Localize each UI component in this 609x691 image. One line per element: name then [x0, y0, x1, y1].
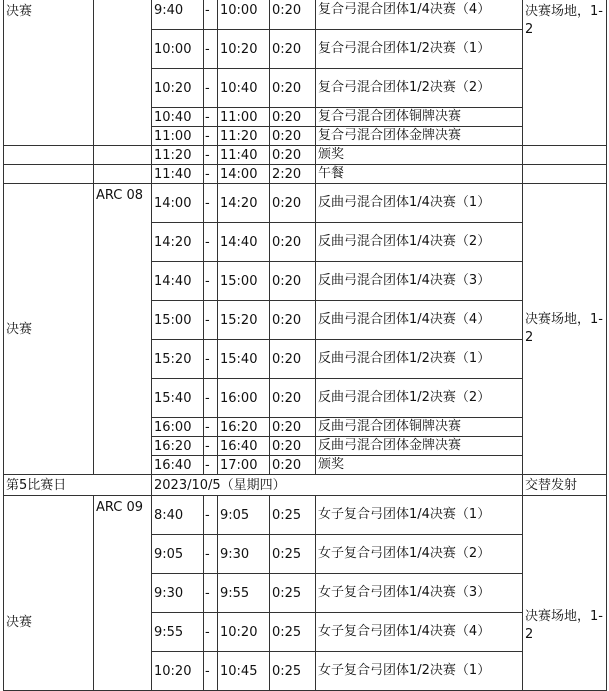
end-time: 15:40 [218, 340, 270, 379]
duration: 0:20 [270, 340, 316, 379]
end-time: 10:20 [218, 30, 270, 69]
event-name: 复合弓混合团体1/2决赛（2） [316, 69, 523, 108]
code-cell [94, 165, 152, 184]
event-name: 女子复合弓团体1/4决赛（3） [316, 574, 523, 613]
duration: 0:20 [270, 262, 316, 301]
event-name: 反曲弓混合团体1/2决赛（1） [316, 340, 523, 379]
event-name: 午餐 [316, 165, 523, 184]
dash: - [204, 0, 218, 30]
duration: 0:20 [270, 418, 316, 437]
end-time: 15:20 [218, 301, 270, 340]
code-cell: ARC 09 [94, 496, 152, 691]
dash: - [204, 535, 218, 574]
event-name: 反曲弓混合团体1/4决赛（4） [316, 301, 523, 340]
venue-cell: 决赛场地，1-2 [523, 496, 607, 691]
start-time: 16:40 [152, 456, 204, 475]
event-name: 复合弓混合团体1/2决赛（1） [316, 30, 523, 69]
dash: - [204, 30, 218, 69]
venue-cell [523, 146, 607, 165]
dash: - [204, 165, 218, 184]
event-name: 女子复合弓团体1/2决赛（1） [316, 652, 523, 691]
venue-cell: 决赛场地，1-2 [523, 184, 607, 475]
event-name: 反曲弓混合团体1/4决赛（1） [316, 184, 523, 223]
duration: 0:20 [270, 456, 316, 475]
event-name: 复合弓混合团体金牌决赛 [316, 127, 523, 146]
start-time: 15:00 [152, 301, 204, 340]
dash: - [204, 108, 218, 127]
start-time: 15:20 [152, 340, 204, 379]
dash: - [204, 301, 218, 340]
duration: 2:20 [270, 165, 316, 184]
dash: - [204, 127, 218, 146]
dash: - [204, 574, 218, 613]
start-time: 16:20 [152, 437, 204, 456]
stage-cell: 决赛 [4, 496, 94, 691]
end-time: 14:20 [218, 184, 270, 223]
event-name: 女子复合弓团体1/4决赛（1） [316, 496, 523, 535]
duration: 0:20 [270, 437, 316, 456]
start-time: 14:20 [152, 223, 204, 262]
stage-cell [4, 146, 94, 165]
end-time: 10:40 [218, 69, 270, 108]
stage-cell [4, 165, 94, 184]
event-name: 反曲弓混合团体铜牌决赛 [316, 418, 523, 437]
duration: 0:25 [270, 535, 316, 574]
table-row [4, 496, 607, 535]
duration: 0:25 [270, 574, 316, 613]
start-time: 10:20 [152, 69, 204, 108]
start-time: 14:40 [152, 262, 204, 301]
table-row [4, 184, 607, 223]
table-row [4, 165, 607, 184]
start-time: 11:00 [152, 127, 204, 146]
start-time: 9:55 [152, 613, 204, 652]
schedule-table [3, 0, 607, 691]
duration: 0:25 [270, 496, 316, 535]
duration: 0:20 [270, 30, 316, 69]
start-time: 11:40 [152, 165, 204, 184]
duration: 0:20 [270, 108, 316, 127]
end-time: 14:00 [218, 165, 270, 184]
end-time: 16:20 [218, 418, 270, 437]
dash: - [204, 418, 218, 437]
dash: - [204, 340, 218, 379]
duration: 0:20 [270, 0, 316, 30]
duration: 0:20 [270, 379, 316, 418]
start-time: 16:00 [152, 418, 204, 437]
venue-cell [523, 165, 607, 184]
event-name: 女子复合弓团体1/4决赛（2） [316, 535, 523, 574]
day-date: 2023/10/5（星期四） [152, 475, 523, 496]
dash: - [204, 613, 218, 652]
end-time: 17:00 [218, 456, 270, 475]
start-time: 10:20 [152, 652, 204, 691]
stage-cell: 决赛 [4, 0, 94, 146]
event-name: 复合弓混合团体1/4决赛（4） [316, 0, 523, 30]
start-time: 9:05 [152, 535, 204, 574]
dash: - [204, 69, 218, 108]
dash: - [204, 379, 218, 418]
event-name: 女子复合弓团体1/4决赛（4） [316, 613, 523, 652]
dash: - [204, 146, 218, 165]
end-time: 11:40 [218, 146, 270, 165]
code-cell: ARC 08 [94, 184, 152, 475]
duration: 0:20 [270, 69, 316, 108]
start-time: 15:40 [152, 379, 204, 418]
start-time: 10:40 [152, 108, 204, 127]
end-time: 16:40 [218, 437, 270, 456]
duration: 0:20 [270, 127, 316, 146]
dash: - [204, 184, 218, 223]
end-time: 15:00 [218, 262, 270, 301]
start-time: 10:00 [152, 30, 204, 69]
day-note: 交替发射 [523, 475, 607, 496]
end-time: 9:55 [218, 574, 270, 613]
end-time: 10:20 [218, 613, 270, 652]
venue-cell: 决赛场地，1-2 [523, 0, 607, 146]
dash: - [204, 652, 218, 691]
table-row [4, 0, 607, 30]
event-name: 反曲弓混合团体1/4决赛（3） [316, 262, 523, 301]
day-header-row [4, 475, 607, 496]
end-time: 14:40 [218, 223, 270, 262]
start-time: 11:20 [152, 146, 204, 165]
event-name: 颁奖 [316, 456, 523, 475]
event-name: 反曲弓混合团体金牌决赛 [316, 437, 523, 456]
day-label: 第5比赛日 [4, 475, 152, 496]
duration: 0:20 [270, 184, 316, 223]
stage-cell: 决赛 [4, 184, 94, 475]
end-time: 9:05 [218, 496, 270, 535]
dash: - [204, 496, 218, 535]
event-name: 反曲弓混合团体1/2决赛（2） [316, 379, 523, 418]
duration: 0:25 [270, 652, 316, 691]
start-time: 9:30 [152, 574, 204, 613]
dash: - [204, 437, 218, 456]
start-time: 8:40 [152, 496, 204, 535]
event-name: 复合弓混合团体铜牌决赛 [316, 108, 523, 127]
end-time: 9:30 [218, 535, 270, 574]
start-time: 14:00 [152, 184, 204, 223]
dash: - [204, 262, 218, 301]
event-name: 反曲弓混合团体1/4决赛（2） [316, 223, 523, 262]
duration: 0:20 [270, 146, 316, 165]
end-time: 16:00 [218, 379, 270, 418]
start-time: 9:40 [152, 0, 204, 30]
duration: 0:20 [270, 301, 316, 340]
end-time: 10:00 [218, 0, 270, 30]
code-cell [94, 146, 152, 165]
code-cell [94, 0, 152, 146]
end-time: 10:45 [218, 652, 270, 691]
duration: 0:25 [270, 613, 316, 652]
end-time: 11:00 [218, 108, 270, 127]
dash: - [204, 456, 218, 475]
end-time: 11:20 [218, 127, 270, 146]
table-row [4, 146, 607, 165]
dash: - [204, 223, 218, 262]
event-name: 颁奖 [316, 146, 523, 165]
duration: 0:20 [270, 223, 316, 262]
